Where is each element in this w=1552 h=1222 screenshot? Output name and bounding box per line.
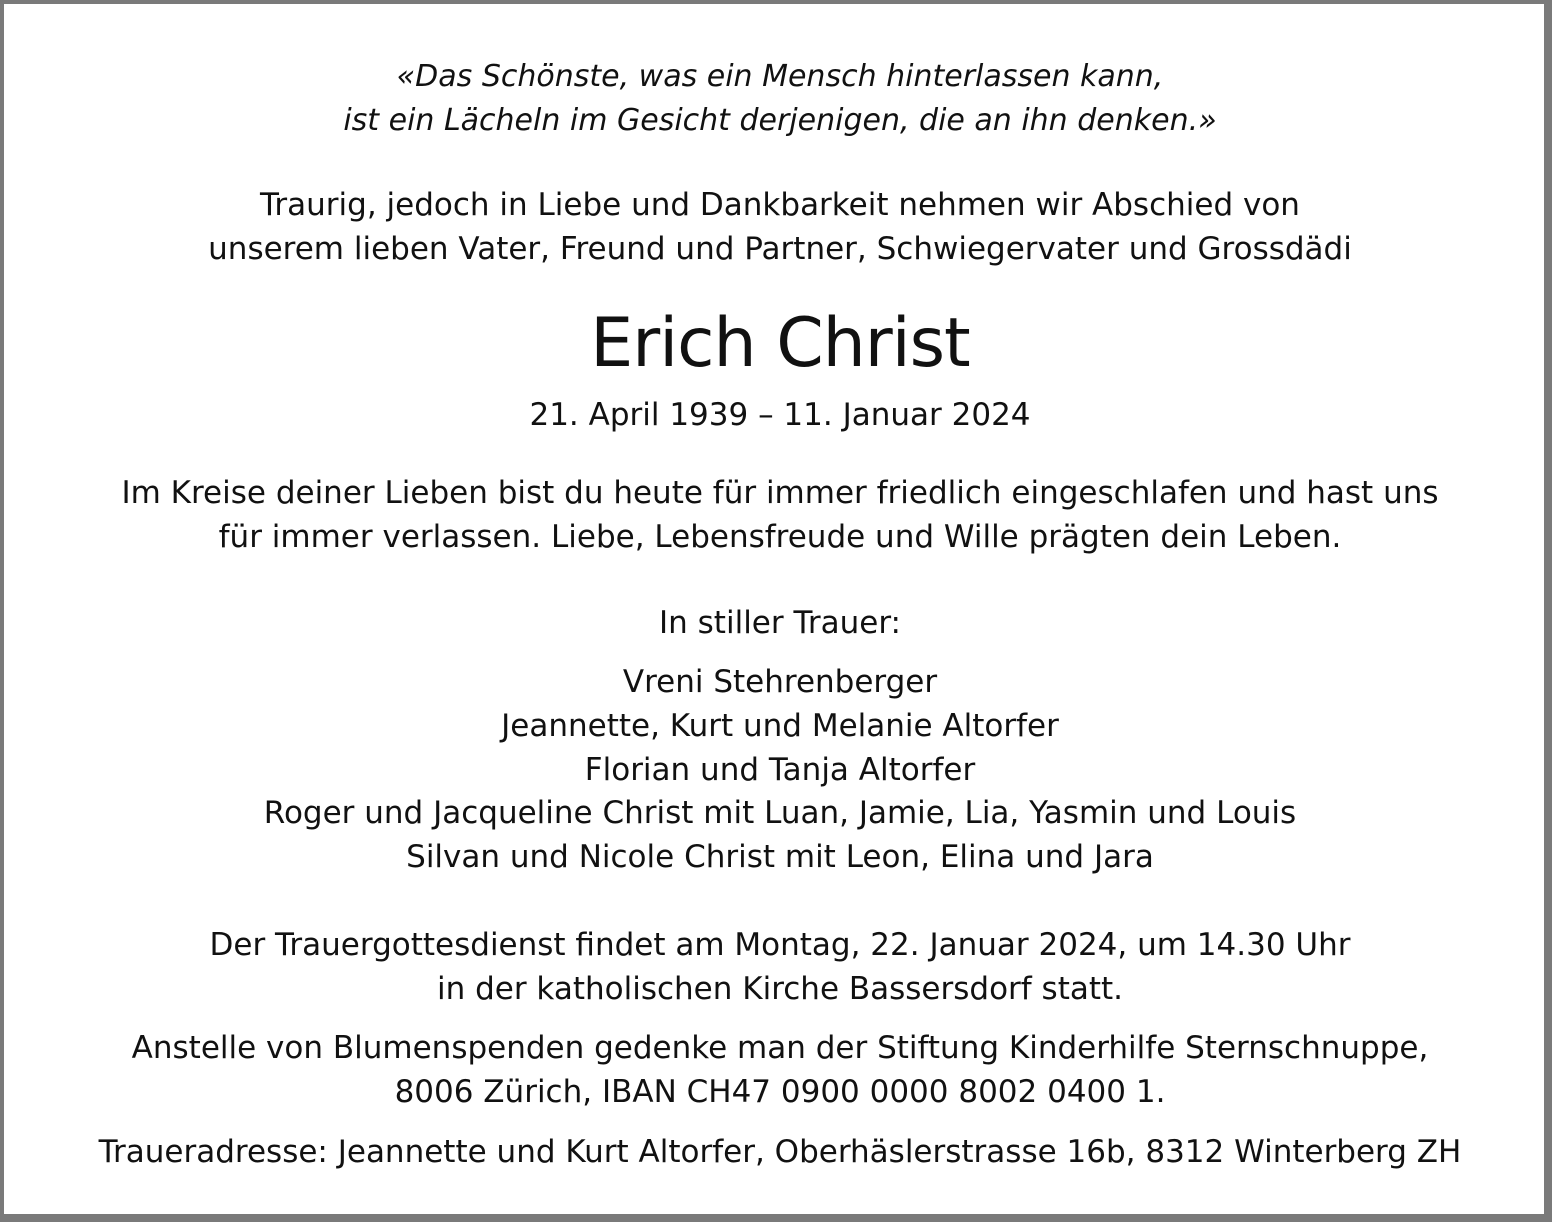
- message-line-1: Im Kreise deiner Lieben bist du heute für immer friedlich eingeschlafen und hast uns: [121, 475, 1439, 511]
- mourner-name: Silvan und Nicole Christ mit Leon, Elina und Jara: [406, 839, 1154, 875]
- service-line-2: in der katholischen Kirche Bassersdorf statt.: [436, 971, 1124, 1007]
- mourners-heading: In stiller Trauer:: [659, 605, 901, 641]
- message-line-2: für immer verlassen. Liebe, Lebensfreude und Wille prägten dein Leben.: [218, 519, 1342, 555]
- life-dates: 21. April 1939 – 11. Januar 2024: [529, 397, 1031, 433]
- service-line-1: Der Trauergottesdienst findet am Montag, 22. Januar 2024, um 14.30 Uhr: [209, 927, 1351, 963]
- deceased-name: Erich Christ: [590, 304, 970, 383]
- mourner-name: Vreni Stehrenberger: [622, 664, 938, 700]
- intro-line-2: unserem lieben Vater, Freund und Partner, Schwiegervater und Grossdädi: [208, 231, 1352, 267]
- mourner-name: Roger und Jacqueline Christ mit Luan, Jamie, Lia, Yasmin und Louis: [263, 795, 1297, 831]
- intro-line-1: Traurig, jedoch in Liebe und Dankbarkeit nehmen wir Abschied von: [260, 187, 1300, 223]
- quote-line-2: ist ein Lächeln im Gesicht derjenigen, die an ihn denken.»: [343, 103, 1217, 138]
- donation-line-1: Anstelle von Blumenspenden gedenke man der Stiftung Kinderhilfe Sternschnuppe,: [131, 1030, 1429, 1066]
- donation-line-2: 8006 Zürich, IBAN CH47 0900 0000 8002 0400 1.: [394, 1074, 1166, 1110]
- quote-line-1: «Das Schönste, was ein Mensch hinterlassen kann,: [396, 59, 1164, 94]
- mourning-address: Traueradresse: Jeannette und Kurt Altorfer, Oberhäslerstrasse 16b, 8312 Winterberg ZH: [98, 1134, 1462, 1170]
- mourner-name: Florian und Tanja Altorfer: [584, 752, 976, 788]
- mourner-name: Jeannette, Kurt und Melanie Altorfer: [501, 708, 1059, 744]
